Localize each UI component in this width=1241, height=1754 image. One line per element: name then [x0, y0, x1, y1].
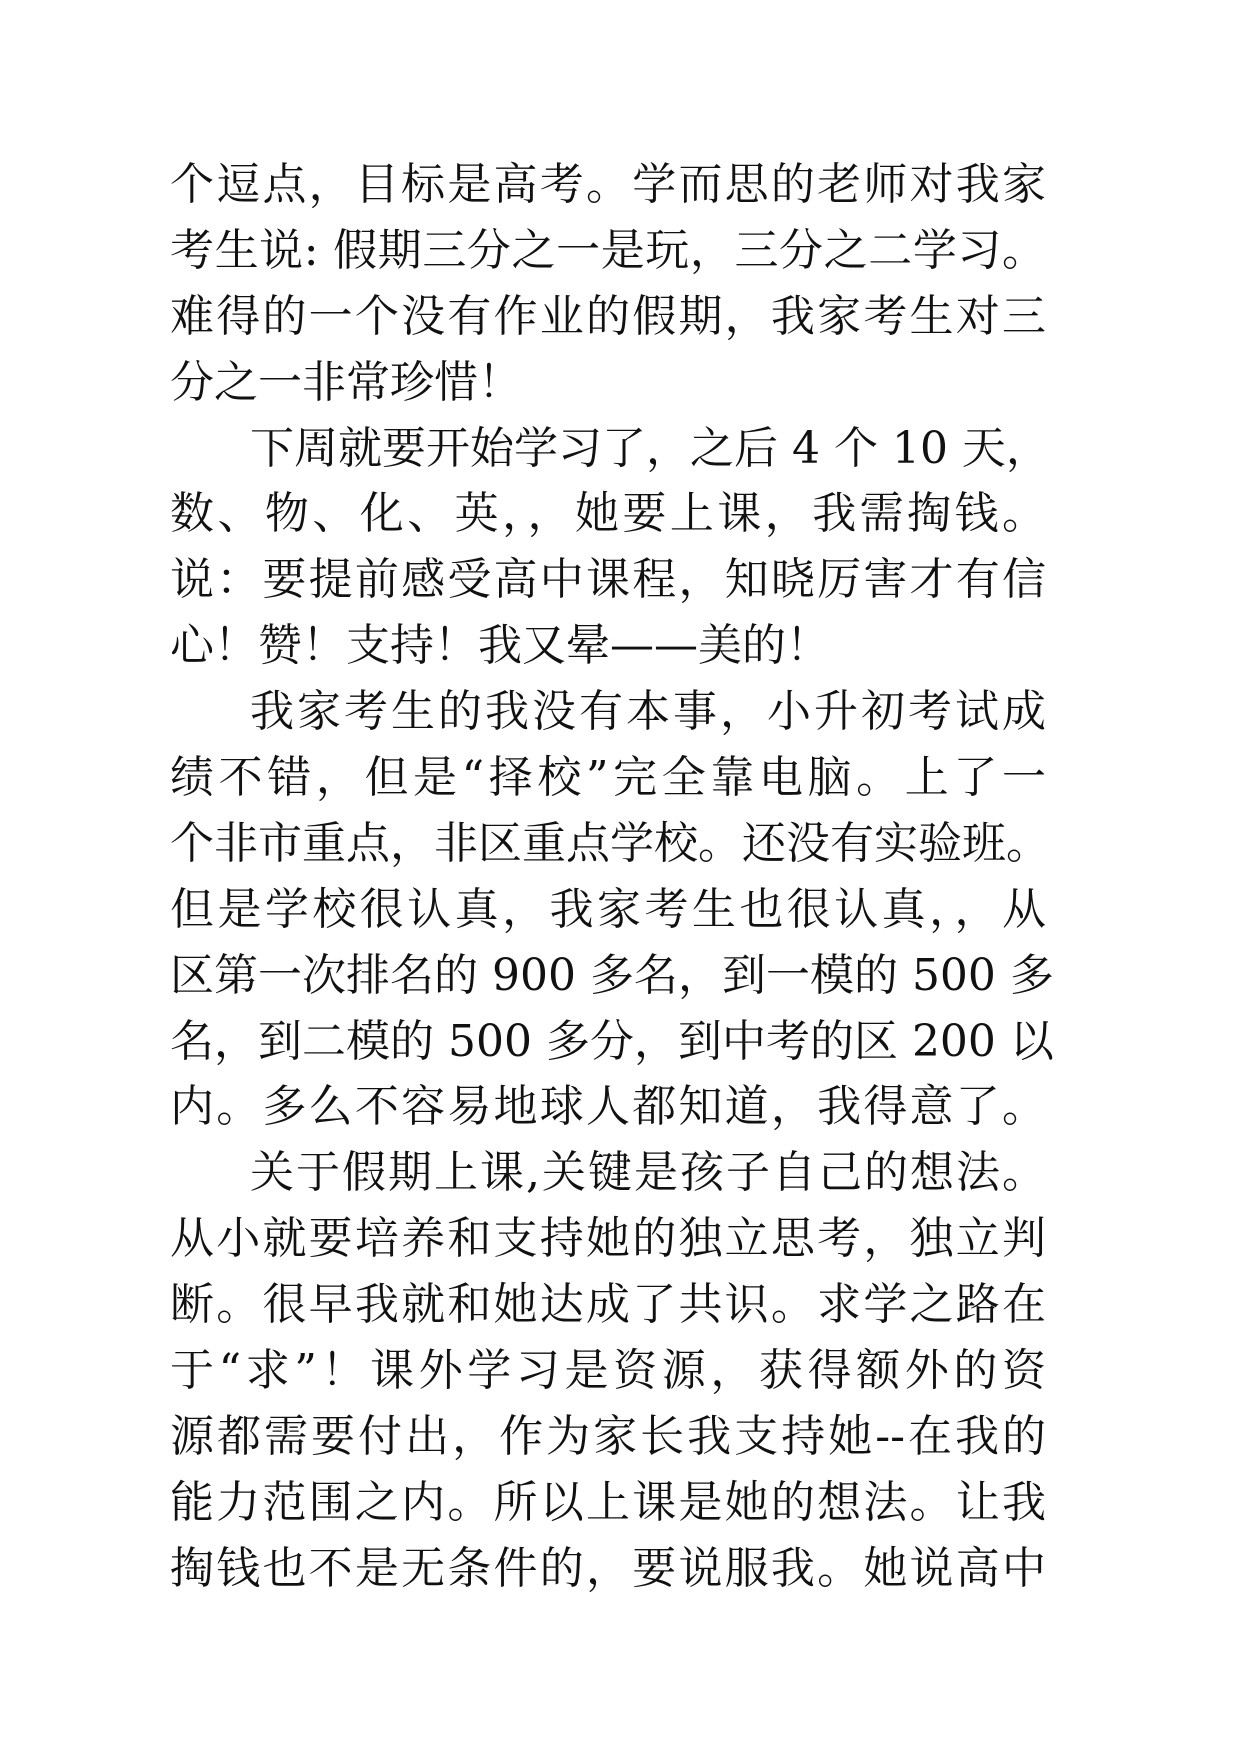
text-line: 下周就要开始学习了，之后 4 个 10 天， — [250, 422, 1050, 474]
text-line: 难得的一个没有作业的假期，我家考生对三 — [170, 290, 1046, 342]
paragraph-4 — [170, 1140, 1046, 1601]
paragraph-3 — [170, 679, 1054, 1140]
text-line: 源都需要付出，作为家长我支持她--在我的 — [170, 1410, 1046, 1462]
text-line: 考生说: 假期三分之一是玩，三分之二学习。 — [170, 224, 1046, 276]
text-line: 于“求”！课外学习是资源，获得额外的资 — [170, 1345, 1046, 1397]
text-line: 说：要提前感受高中课程，知晓厉害才有信 — [170, 554, 1046, 606]
text-line: 心！赞！支持！我又晕——美的！ — [170, 620, 830, 672]
text-line: 断。很早我就和她达成了共识。求学之路在 — [170, 1279, 1046, 1331]
text-line: 区第一次排名的 900 多名，到一模的 500 多 — [170, 949, 1054, 1001]
text-line: 个逗点，目标是高考。学而思的老师对我家 — [170, 159, 1046, 210]
body-text — [170, 152, 1054, 1602]
paragraph-1 — [170, 152, 1046, 416]
text-line: 分之一非常珍惜！ — [170, 356, 522, 408]
text-line: 内。多么不容易地球人都知道，我得意了。 — [170, 1081, 1046, 1133]
text-line: 绩不错，但是“择校”完全靠电脑。上了一 — [170, 752, 1046, 804]
text-line: 我家考生的我没有本事，小升初考试成 — [250, 686, 1046, 738]
text-line: 从小就要培养和支持她的独立思考，独立判 — [170, 1213, 1046, 1265]
text-line: 数、物、化、英，，她要上课，我需掏钱。 — [170, 488, 1046, 540]
text-line: 能力范围之内。所以上课是她的想法。让我 — [170, 1476, 1046, 1528]
text-line: 掏钱也不是无条件的，要说服我。她说高中 — [170, 1542, 1046, 1594]
text-line: 个非市重点，非区重点学校。还没有实验班。 — [170, 817, 1050, 869]
text-line: 但是学校很认真，我家考生也很认真，，从 — [170, 883, 1046, 935]
text-line: 关于假期上课,关键是孩子自己的想法。 — [250, 1147, 1046, 1199]
text-line: 名，到二模的 500 多分，到中考的区 200 以 — [170, 1015, 1054, 1067]
paragraph-2 — [170, 416, 1050, 680]
